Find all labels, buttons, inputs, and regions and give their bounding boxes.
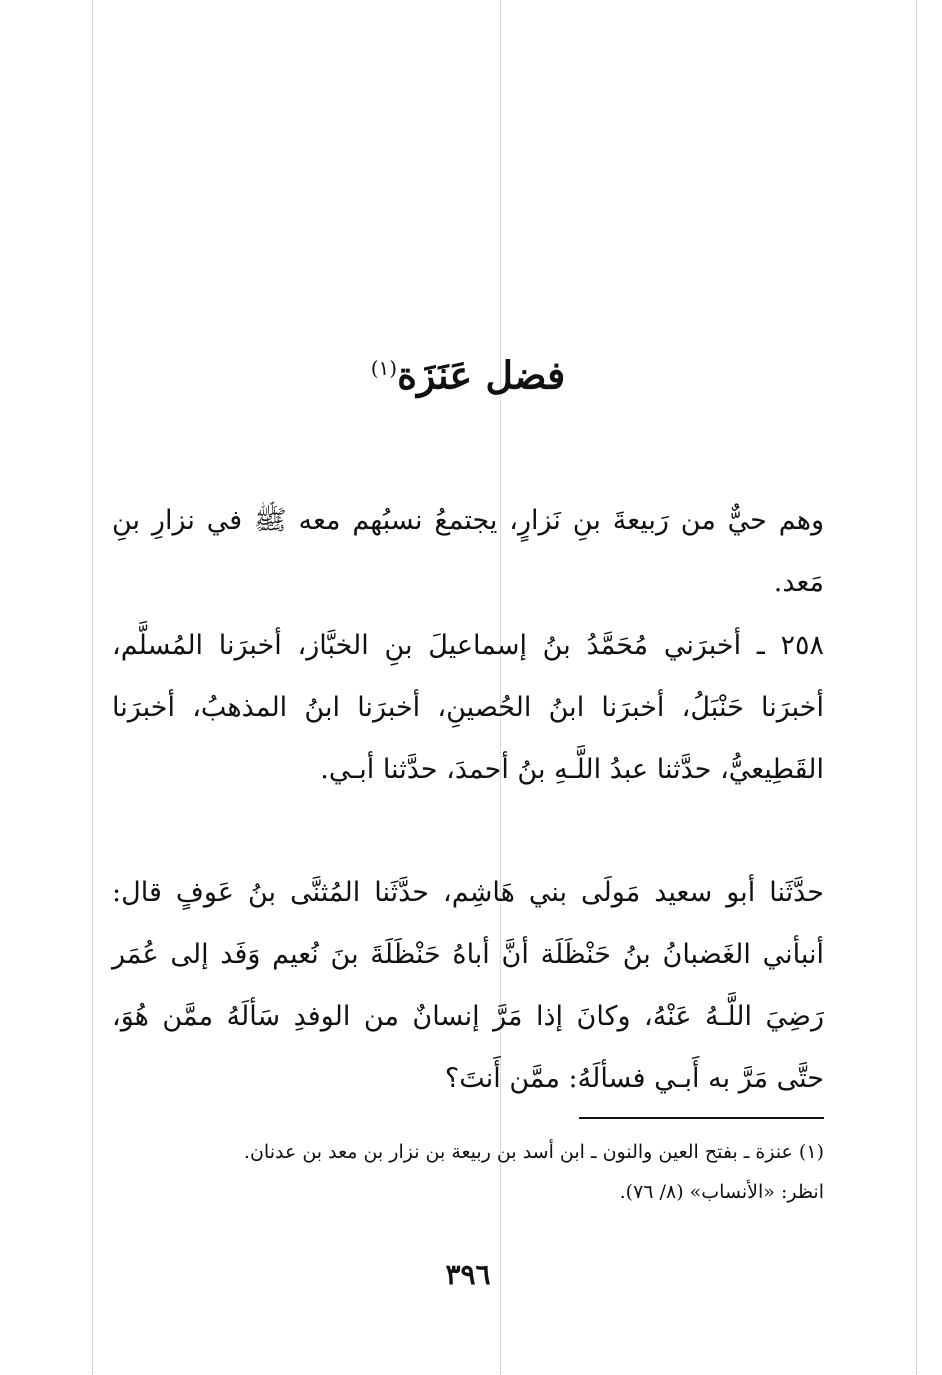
footnote: [112, 1132, 824, 1212]
book-page: [112, 0, 824, 1375]
page-number: ٣٩٦: [445, 1258, 491, 1291]
chapter-title: [112, 340, 824, 404]
footnote-line: انظر: «الأنساب» (٨/ ٧٦).: [619, 1181, 824, 1203]
margin-dotted-line-right: [916, 0, 917, 1375]
narration-paragraph: حدَّثَنا أبو سعيد مَولَى بني هَاشِم، حدَّثَنا المُثنَّى بنُ عَوفٍ قال: أنبأني الغَضبانُ بنُ حَنْظَلَة أنَّ أباهُ حَنْظَلَةَ بنَ نُعيم وَفَد إلى عُمَر رَضِيَ اللَّـهُ عَنْهُ، وكانَ إذا مَرَّ إنسانٌ من الوفدِ سَألَهُ ممَّن هُوَ، حتَّى مَرَّ به أَبـي فسألَهُ: ممَّن أَنتَ؟: [112, 877, 824, 1094]
hadith-chain-paragraph: ٢٥٨ ـ أخبرَني مُحَمَّدُ بنُ إسماعيلَ بنِ الخبَّاز، أخبرَنا المُسلَّم، أخبرَنا حَنْبَلُ، أخبرَنا ابنُ الحُصينِ، أخبرَنا ابنُ المذهبُ، أخبرَنا القَطِيعيُّ، حدَّثنا عبدُ اللَّـهِ بنُ أحمدَ، حدَّثنا أبـي.: [112, 630, 824, 785]
intro-paragraph: وهم حيٌّ من رَبيعةَ بنِ نَزارٍ، يجتمعُ نسبُهم معه ﷺ في نزارِ بنِ مَعد.: [112, 505, 824, 598]
margin-dotted-line-left: [92, 0, 93, 1375]
footnote-separator: [579, 1117, 824, 1119]
chapter-title-text: فضل عَنَزَة: [397, 352, 566, 398]
footnote-reference: (١): [370, 356, 398, 380]
footnote-line: (١) عنزة ـ بفتح العين والنون ـ ابن أسد بن ربيعة بن نزار بن معد بن عدنان.: [243, 1141, 824, 1163]
